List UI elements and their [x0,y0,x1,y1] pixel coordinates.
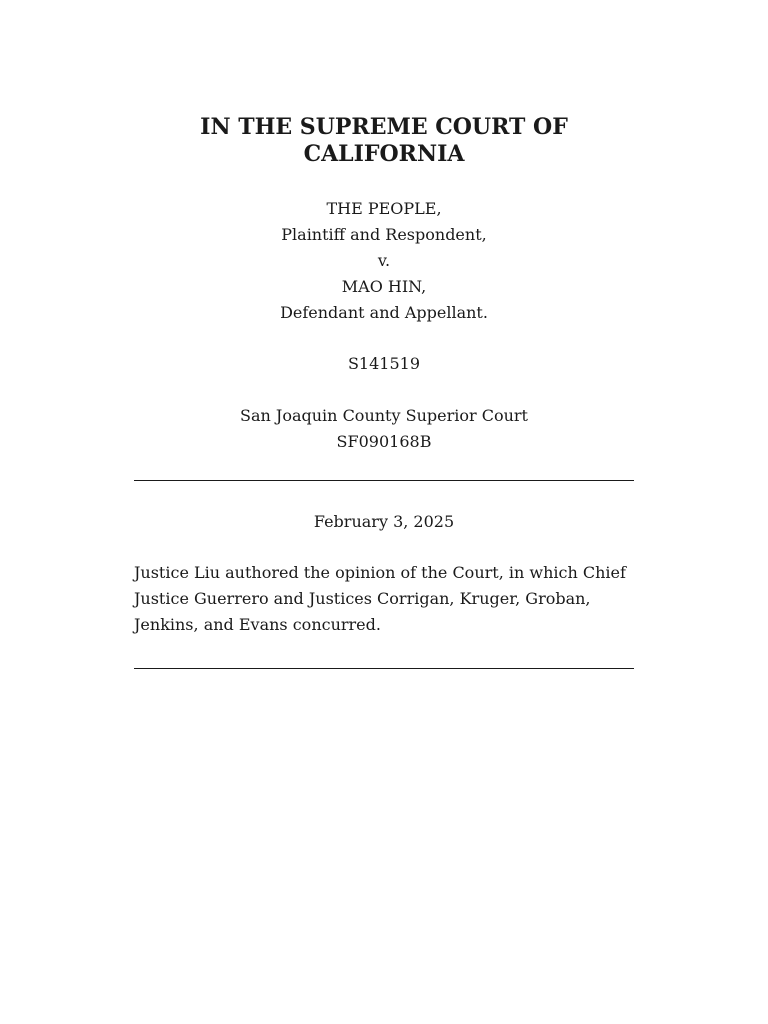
bottom-divider [134,668,634,669]
lower-court [134,403,634,455]
plaintiff-name: THE PEOPLE, [326,199,442,218]
versus: v. [377,251,391,270]
court-title-line-2: CALIFORNIA [303,141,465,167]
plaintiff-role: Plaintiff and Respondent, [281,225,487,244]
defendant-name: MAO HIN, [341,277,427,296]
court-title [134,114,634,168]
lower-court-name: San Joaquin County Superior Court [240,406,528,425]
lower-court-number: SF090168B [336,432,432,451]
authorship-statement: Justice Liu authored the opinion of the Court, in which Chief Justice Guerrero and Justices Corrigan, Kruger, Groban, Jenkins, and Evans concurred. [134,563,626,634]
case-number: S141519 [347,354,421,373]
filing-date: February 3, 2025 [313,512,455,531]
defendant-role: Defendant and Appellant. [280,303,488,322]
case-caption [134,196,634,326]
top-divider [134,480,634,481]
court-title-line-1: IN THE SUPREME COURT OF [200,114,568,140]
